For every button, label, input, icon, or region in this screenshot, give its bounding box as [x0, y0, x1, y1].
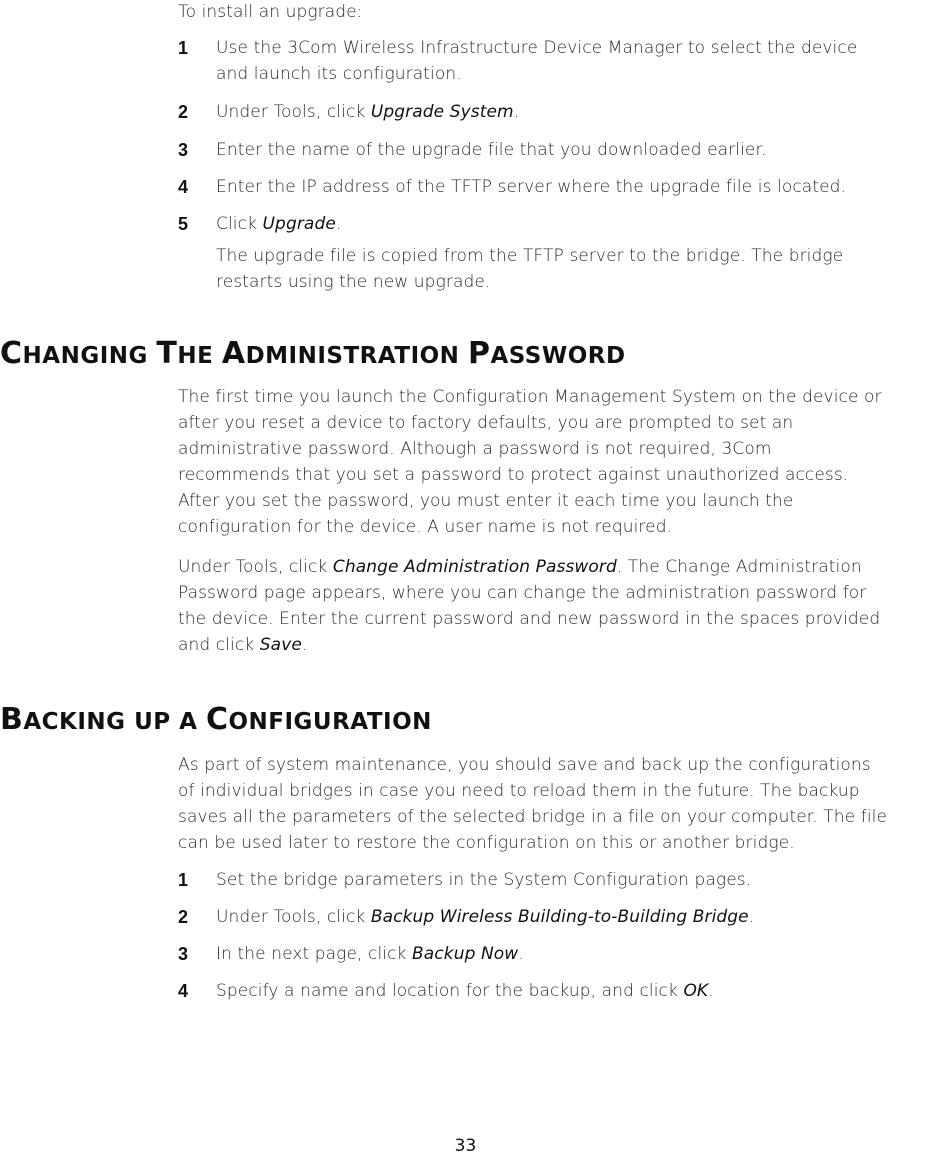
- section-heading-backup: BACKING UP A CONFIGURATION: [0, 702, 432, 737]
- backup-paragraph: As part of system maintenance, you should save and back up the configurations of individual bridges in case you need to reload them in the future. The backup saves all the parameters of the selected bridge in a file on your computer. The file can be used later to restore the configuration on this or another bridge.: [178, 755, 888, 853]
- step-text: .: [513, 102, 520, 122]
- button-reference: Save: [259, 635, 302, 655]
- step-text: .: [708, 981, 714, 1001]
- menu-reference: Backup Wireless Building-to-Building Bridge: [370, 907, 749, 927]
- upgrade-steps: [178, 35, 923, 295]
- step-text: Specify a name and location for the backup, and click: [216, 981, 684, 1001]
- step-number: 2: [178, 102, 189, 122]
- step-number: 3: [178, 944, 189, 964]
- step-text: .: [335, 214, 342, 234]
- password-paragraph: The first time you launch the Configuration Management System on the device or after you reset a device to factory defaults, you are prompted to set an administrative password. Although a password is not required, 3Com recommends that you set a password to protect against unauthorized access. After you set the password, you must enter it each time you launch the configuration for the device. A user name is not required.: [178, 387, 882, 537]
- page-number: 33: [454, 1136, 477, 1156]
- step-text: Enter the IP address of the TFTP server where the upgrade file is located.: [216, 177, 847, 197]
- button-reference: Upgrade: [262, 214, 336, 234]
- step-text: Use the 3Com Wireless Infrastructure Device Manager to select the device: [216, 38, 858, 58]
- button-reference: Backup Now: [412, 944, 519, 964]
- step-text: Under Tools, click: [216, 102, 371, 122]
- list-item: [178, 137, 923, 174]
- list-item: [178, 941, 923, 978]
- list-item: [178, 174, 923, 211]
- step-number: 5: [178, 214, 189, 234]
- step-text: .: [518, 944, 524, 964]
- result-text: The upgrade file is copied from the TFTP server to the bridge. The bridge: [216, 246, 844, 266]
- password-instructions: Under Tools, click Change Administration Password. The Change Administration Password page appears, where you can change the administration password for the device. Enter the current password and new password in the spaces provided and click Save.: [178, 557, 881, 655]
- list-item: [178, 211, 923, 243]
- step-text: Set the bridge parameters in the System Configuration pages.: [216, 870, 752, 890]
- step-number: 4: [178, 177, 189, 197]
- list-item: [178, 867, 923, 904]
- step-text: Enter the name of the upgrade file that you downloaded earlier.: [216, 140, 767, 160]
- step-text: In the next page, click: [216, 944, 413, 964]
- list-item: [178, 904, 923, 941]
- step-number: 4: [178, 981, 189, 1001]
- section-heading-change-password: CHANGING THE ADMINISTRATION PASSWORD: [0, 336, 626, 371]
- step-number: 1: [178, 870, 189, 890]
- step-number: 1: [178, 38, 189, 58]
- list-item: [178, 35, 923, 99]
- step-result: [178, 243, 923, 295]
- intro-text: To install an upgrade:: [178, 2, 363, 22]
- result-text: restarts using the new upgrade.: [216, 272, 491, 292]
- backup-steps: [178, 867, 923, 1015]
- step-text: and launch its configuration.: [216, 64, 462, 84]
- list-item: [178, 99, 923, 137]
- step-number: 3: [178, 140, 189, 160]
- step-text: Under Tools, click: [216, 907, 371, 927]
- button-reference: OK: [683, 981, 709, 1001]
- menu-reference: Change Administration Password: [332, 557, 617, 577]
- list-item: [178, 978, 923, 1015]
- step-number: 2: [178, 907, 189, 927]
- step-text: Click: [216, 214, 263, 234]
- step-text: .: [748, 907, 755, 927]
- menu-reference: Upgrade System: [370, 102, 514, 122]
